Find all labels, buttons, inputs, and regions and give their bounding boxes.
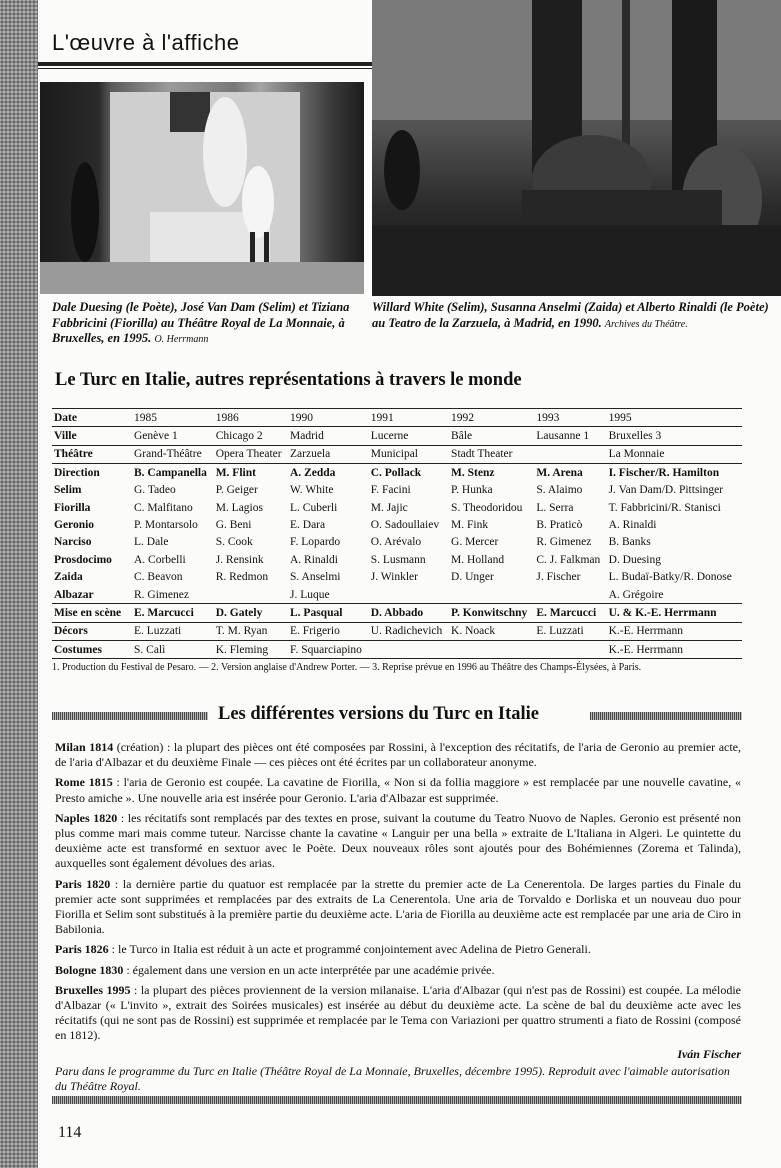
table-cell: 1992	[449, 409, 534, 427]
versions-list	[55, 740, 741, 1044]
version-paragraph	[55, 963, 741, 978]
title-rule	[38, 62, 372, 66]
table-cell: D. Abbado	[369, 604, 449, 622]
table-cell: Lucerne	[369, 427, 449, 445]
table-row	[52, 586, 742, 604]
table-cell: B. Banks	[608, 536, 651, 549]
page-number: 114	[58, 1124, 82, 1141]
row-label: Zaida	[54, 571, 83, 584]
version-paragraph	[55, 877, 741, 938]
table-cell	[369, 641, 449, 659]
row-label: Narciso	[54, 536, 92, 549]
table-cell: E. Dara	[290, 519, 326, 532]
photo-madrid-1990	[372, 0, 781, 296]
table-cell: K.-E. Herrmann	[607, 641, 742, 659]
table-cell: W. White	[290, 484, 334, 497]
table-cell: G. Mercer	[451, 536, 499, 549]
version-paragraph	[55, 983, 741, 1044]
performances-table	[52, 408, 742, 659]
table-cell: A. Grégoire	[608, 588, 664, 601]
caption-photo-1	[52, 300, 372, 348]
table-cell	[534, 641, 606, 659]
version-paragraph	[55, 775, 741, 805]
table-cell: D. Duesing	[608, 553, 661, 566]
caption-text: Dale Duesing (le Poète), José Van Dam (Selim) et Tiziana Fabbricini (Fiorilla) au Théâtre Royal de La Monnaie, à Bruxelles, en 1995.	[52, 300, 350, 345]
table-cell: A. Zedda	[288, 464, 369, 482]
table-row	[52, 482, 742, 499]
table-row	[52, 516, 742, 533]
table-cell: A. Corbelli	[134, 553, 186, 566]
table-cell: K. Noack	[449, 622, 534, 640]
table-cell: S. Cook	[215, 536, 253, 549]
photo-credit: Archives du Théâtre.	[604, 318, 688, 330]
table-cell: P. Konwitschny	[449, 604, 534, 622]
row-label: Fiorilla	[54, 501, 91, 514]
version-text: : l'aria de Geronio est coupée. La cavatine de Fiorilla, « Non si da follia maggiore » est remplacée par une nouvelle cavatine, « Presto amiche ». Une nouvelle aria est insérée pour Geronio. L'aria d'Albazar est supprimée.	[55, 775, 741, 805]
author-signature: Iván Fischer	[677, 1046, 741, 1061]
table-cell: J. Rensink	[215, 553, 264, 566]
table-cell: Zarzuela	[288, 445, 369, 463]
table-cell: G. Beni	[215, 519, 252, 532]
row-label: Costumes	[52, 641, 132, 659]
version-text: : les récitatifs sont remplacés par des textes en prose, suivant la coutume du Teatro Nuovo de Naples. Geronio est présenté non plus comme mari mais comme tuteur. Narcisse chante la cavatine « Languir per una bella » extraite de L'Italiana in Algeri. Le quintette du deuxième acte est transformé en sextuor avec le Poète. Deux nouveaux rôles sont ajoutés pour des Bohémiennes (Zorema et Talinda), auxquelles sont également dévolues des arias.	[55, 810, 741, 871]
table-cell: R. Gimenez	[134, 588, 189, 601]
bottom-rule	[52, 1096, 742, 1104]
table-cell: A. Rinaldi	[290, 553, 338, 566]
table-cell: La Monnaie	[607, 445, 742, 463]
table-cell: 1995	[607, 409, 742, 427]
table-row	[52, 569, 742, 586]
table-cell: Bruxelles 3	[607, 427, 742, 445]
table-row	[52, 604, 742, 622]
table-cell: E. Marcucci	[132, 604, 214, 622]
table-cell: C. Beavon	[134, 571, 183, 584]
table-row	[52, 622, 742, 640]
table-cell: J. Fischer	[536, 571, 581, 584]
table-row	[52, 551, 742, 568]
table-cell: T. M. Ryan	[214, 622, 288, 640]
table-cell: C. Pollack	[369, 464, 449, 482]
table-row	[52, 409, 742, 427]
table-cell: J. Luque	[290, 588, 330, 601]
table-cell: Genève 1	[132, 427, 214, 445]
table-cell: Municipal	[369, 445, 449, 463]
row-label: Mise en scène	[52, 604, 132, 622]
table-cell: L. Serra	[536, 501, 574, 514]
table-cell: I. Fischer/R. Hamilton	[607, 464, 742, 482]
photo-drawing	[372, 0, 781, 296]
table-cell: Stadt Theater	[449, 445, 534, 463]
version-heading: Paris 1826	[55, 942, 109, 957]
caption-text: Willard White (Selim), Susanna Anselmi (Zaida) et Alberto Rinaldi (le Poète) au Teatro de la Zarzuela, à Madrid, en 1990.	[372, 300, 769, 330]
versions-heading	[52, 704, 742, 728]
table-cell: L. Pasqual	[288, 604, 369, 622]
row-label: Selim	[54, 484, 82, 497]
table-cell: P. Montarsolo	[134, 519, 198, 532]
table-cell: S. Theodoridou	[451, 501, 523, 514]
version-heading: Rome 1815	[55, 775, 113, 790]
table-cell: L. Budaï-Batky/R. Donose	[608, 571, 732, 584]
section-title: L'œuvre à l'affiche	[52, 30, 240, 55]
table-cell: Chicago 2	[214, 427, 288, 445]
table-title: Le Turc en Italie, autres représentations à travers le monde	[55, 370, 522, 390]
version-text: (création) : la plupart des pièces ont été composées par Rossini, à l'exception des récitatifs, de l'aria de Geronio au premier acte, de l'aria d'Albazar et du deuxième Finale — ces pièces ont été écrites par un collaborateur anonyme.	[55, 740, 741, 770]
table-cell	[534, 445, 606, 463]
table-cell: P. Hunka	[451, 484, 493, 497]
title-rule-thin	[38, 68, 372, 69]
table-row	[52, 464, 742, 482]
table-cell: 1991	[369, 409, 449, 427]
table-cell: 1990	[288, 409, 369, 427]
table-cell: Opera Theater	[214, 445, 288, 463]
row-label: Albazar	[54, 588, 94, 601]
table-cell: G. Tadeo	[134, 484, 176, 497]
table-cell: R. Redmon	[215, 571, 269, 584]
table-cell: Bâle	[449, 427, 534, 445]
table-cell: M. Arena	[534, 464, 606, 482]
versions-text	[55, 740, 741, 1094]
version-text: : également dans une version en un acte interprétée par une académie privée.	[123, 962, 495, 977]
photo-credit: O. Herrmann	[154, 334, 209, 345]
table-cell: C. Malfitano	[134, 501, 193, 514]
table-cell: M. Fink	[451, 519, 489, 532]
row-label: Décors	[52, 622, 132, 640]
table-cell: M. Holland	[451, 553, 505, 566]
version-heading: Milan 1814	[55, 740, 114, 754]
table-cell: U. & K.-E. Herrmann	[607, 604, 742, 622]
table-cell: 1985	[132, 409, 214, 427]
table-cell: M. Stenz	[449, 464, 534, 482]
table-cell: T. Fabbricini/R. Stanisci	[608, 501, 721, 514]
table-row	[52, 534, 742, 551]
row-label: Théâtre	[52, 445, 132, 463]
table-cell	[534, 586, 606, 604]
table-cell: M. Lagios	[215, 501, 263, 514]
table-cell: M. Flint	[214, 464, 288, 482]
table-cell: O. Arévalo	[370, 536, 422, 549]
photo-bruxelles-1995	[40, 82, 364, 294]
heading-bar-right	[590, 712, 742, 720]
table-cell	[449, 586, 534, 604]
table-row	[52, 499, 742, 516]
table-cell	[449, 641, 534, 659]
table-cell: E. Frigerio	[288, 622, 369, 640]
table-cell: Madrid	[288, 427, 369, 445]
table-row	[52, 427, 742, 445]
row-label: Ville	[52, 427, 132, 445]
table-cell: B. Campanella	[132, 464, 214, 482]
table-cell: U. Radichevich	[369, 622, 449, 640]
table-row	[52, 641, 742, 659]
table-cell: F. Lopardo	[290, 536, 341, 549]
table-cell: E. Luzzati	[132, 622, 214, 640]
table-cell: B. Praticò	[536, 519, 583, 532]
table-cell: 1993	[534, 409, 606, 427]
table-cell: L. Cuberli	[290, 501, 338, 514]
version-heading: Paris 1820	[55, 876, 111, 891]
table-cell: R. Gimenez	[536, 536, 592, 549]
table-cell: J. Winkler	[370, 571, 418, 584]
version-paragraph	[55, 740, 741, 770]
version-heading: Bruxelles 1995	[55, 982, 131, 997]
table-cell: Grand-Théâtre	[132, 445, 214, 463]
version-text: : la plupart des pièces proviennent de la version milanaise. L'aria d'Albazar (qui n'est pas de Rossini) est coupée. La mélodie d'Albazar (« L'invito », extrait des Soirées musicales) est insérée au début du deuxième acte. La scène de bal du deuxième acte avec les récitatifs (qui ne sont pas de Rossini) est supprimée et remplacée par le Tema con Variazioni per quattro strumenti a fiato de Rossini (composé en 1812).	[55, 982, 741, 1043]
row-label: Prosdocimo	[54, 553, 112, 566]
version-text: : le Turco in Italia est réduit à un acte et programmé conjointement avec Adelina de Pietro Generali.	[108, 942, 591, 957]
table-cell: 1986	[214, 409, 288, 427]
table-cell: M. Jajic	[370, 501, 408, 514]
row-label: Direction	[52, 464, 132, 482]
version-heading: Bologne 1830	[55, 962, 124, 977]
table-cell: K. Fleming	[214, 641, 288, 659]
table-cell: O. Sadoullaiev	[370, 519, 440, 532]
table-cell: D. Unger	[451, 571, 494, 584]
table-cell: P. Geiger	[215, 484, 258, 497]
row-label: Geronio	[54, 519, 95, 532]
table-cell: S. Calì	[132, 641, 214, 659]
table-cell: D. Gately	[214, 604, 288, 622]
heading-bar-left	[52, 712, 208, 720]
table-cell: J. Van Dam/D. Pittsinger	[608, 484, 724, 497]
page-edge-pattern	[0, 0, 38, 1168]
table-cell: F. Squarciapino	[288, 641, 369, 659]
photo-drawing	[40, 82, 364, 294]
table-cell	[369, 586, 449, 604]
table-footnote: 1. Production du Festival de Pesaro. — 2. Version anglaise d'Andrew Porter. — 3. Reprise prévue en 1996 au Théâtre des Champs-Élysées, à Paris.	[52, 662, 642, 673]
table-cell: E. Marcucci	[534, 604, 606, 622]
table-cell: S. Anselmi	[290, 571, 341, 584]
version-heading: Naples 1820	[55, 810, 118, 825]
versions-title: Les différentes versions du Turc en Italie	[218, 704, 540, 724]
table-cell: L. Dale	[134, 536, 169, 549]
table-cell	[214, 586, 288, 604]
caption-photo-2	[372, 300, 772, 332]
table-cell: A. Rinaldi	[608, 519, 657, 532]
table-cell: E. Luzzati	[534, 622, 606, 640]
source-note: Paru dans le programme du Turc en Italie (Théâtre Royal de La Monnaie, Bruxelles, décembre 1995). Reproduit avec l'aimable autorisation du Théâtre Royal.	[55, 1063, 730, 1094]
table-row	[52, 445, 742, 463]
table-cell: Lausanne 1	[534, 427, 606, 445]
version-paragraph	[55, 942, 741, 957]
row-label: Date	[52, 409, 132, 427]
table-cell: K.-E. Herrmann	[607, 622, 742, 640]
table-cell: C. J. Falkman	[536, 553, 601, 566]
table-cell: S. Alaimo	[536, 484, 583, 497]
table-cell: S. Lusmann	[370, 553, 426, 566]
version-text: : la dernière partie du quatuor est remplacée par la strette du premier acte de La Cenerentola. De larges parties du Finale du premier acte sont supprimées et remplacées par des extraits de La Cenerentola. Une aria de Torvaldo e Dorliska et un nouveau duo pour Fiorilla et Selim sont substitués à la première partie du deuxième acte. L'aria de Fiorilla au deuxième acte est remplacée par une aria de Ciro in Babilonia.	[55, 876, 741, 937]
table-cell: F. Facini	[370, 484, 411, 497]
version-paragraph	[55, 811, 741, 872]
